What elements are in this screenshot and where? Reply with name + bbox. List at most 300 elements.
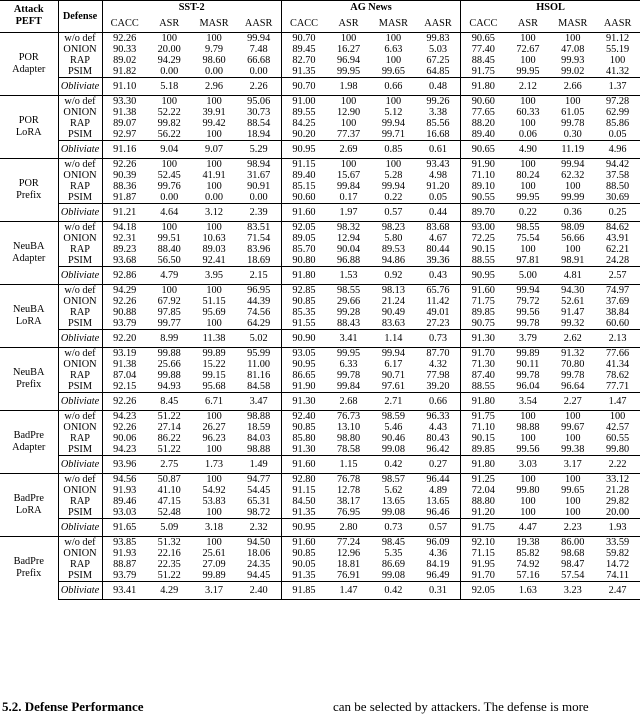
value-cell: 100 <box>520 506 536 518</box>
value-cell: 98.32 <box>326 221 371 233</box>
value-cell: 65.31 <box>247 495 271 507</box>
value-cell: 83.51 <box>236 221 281 233</box>
metric-header: ASR <box>517 17 538 29</box>
defense-cell: ONION <box>58 170 102 181</box>
value-cell: 99.95 <box>516 65 540 77</box>
value-cell: 4.32 <box>428 358 448 370</box>
value-cell: 39.20 <box>426 380 450 392</box>
attack-peft-line: LoRA <box>15 315 42 327</box>
value-cell: 3.12 <box>192 203 237 221</box>
value-cell: 97.61 <box>381 380 405 392</box>
value-cell: 100 <box>147 95 192 107</box>
value-cell: 0.30 <box>563 128 582 140</box>
value-cell: 100 <box>506 410 551 422</box>
value-cell: 77.37 <box>336 128 361 140</box>
value-cell: 95.06 <box>236 95 281 107</box>
value-cell: 100 <box>147 284 192 296</box>
value-cell: 85.82 <box>516 547 540 559</box>
value-cell: 56.50 <box>157 254 181 266</box>
value-cell: 90.33 <box>102 44 147 55</box>
value-cell: 89.55 <box>281 107 326 118</box>
value-cell: 4.89 <box>428 484 448 496</box>
value-cell: 71.75 <box>461 296 506 307</box>
value-cell: 80.24 <box>516 169 540 181</box>
metric-header: MASR <box>558 17 588 29</box>
value-cell: 99.71 <box>381 128 405 140</box>
metric-header: MASR <box>199 17 229 29</box>
value-cell: 2.15 <box>236 266 281 284</box>
value-cell: 60.60 <box>606 317 630 329</box>
value-cell: 4.29 <box>147 581 192 599</box>
value-cell: 24.28 <box>606 254 630 266</box>
table-row <box>0 44 640 55</box>
value-cell: 91.82 <box>102 66 147 78</box>
defense-cell: ONION <box>58 233 102 244</box>
value-cell: 100 <box>326 158 371 170</box>
value-cell: 100 <box>506 473 551 485</box>
value-cell: 37.69 <box>606 295 630 307</box>
value-cell: 100 <box>206 317 222 329</box>
value-cell: 94.77 <box>236 473 281 485</box>
value-cell: 0.42 <box>371 455 416 473</box>
value-cell: 99.80 <box>516 484 540 496</box>
value-cell: 98.47 <box>561 558 585 570</box>
value-cell: 83.63 <box>381 317 405 329</box>
value-cell: 98.72 <box>247 506 271 518</box>
value-cell: 96.09 <box>416 536 461 548</box>
value-cell: 90.88 <box>102 307 147 318</box>
value-cell: 2.57 <box>595 266 640 284</box>
value-cell: 3.38 <box>428 106 448 118</box>
value-cell: 93.96 <box>102 455 147 473</box>
value-cell: 92.26 <box>102 422 147 433</box>
value-cell: 99.78 <box>561 117 585 129</box>
value-cell: 84.58 <box>247 380 271 392</box>
value-cell: 0.22 <box>506 203 551 221</box>
dataset-header: AG News <box>281 1 460 15</box>
value-cell: 92.85 <box>281 284 326 296</box>
attack-label: Attack <box>13 4 44 16</box>
attack-peft-line: Prefix <box>16 378 42 390</box>
defense-cell: Obliviate <box>58 392 102 410</box>
defense-cell: w/o def <box>58 410 102 422</box>
value-cell: 0.66 <box>416 392 461 410</box>
value-cell: 70.80 <box>561 358 585 370</box>
value-cell: 93.43 <box>416 158 461 170</box>
value-cell: 0.57 <box>371 203 416 221</box>
value-cell: 96.23 <box>202 432 226 444</box>
table-row <box>0 559 640 570</box>
value-cell: 99.95 <box>516 191 540 203</box>
value-cell: 84.03 <box>247 432 271 444</box>
value-cell: 91.20 <box>426 180 450 192</box>
value-cell: 77.24 <box>326 536 371 548</box>
attack-peft-line: Adapter <box>12 63 46 75</box>
defense-cell: RAP <box>58 244 102 255</box>
value-cell: 29.82 <box>606 495 630 507</box>
value-cell: 83.96 <box>247 243 271 255</box>
value-cell: 77.71 <box>606 380 630 392</box>
value-cell: 91.55 <box>281 318 326 330</box>
defense-cell: Obliviate <box>58 455 102 473</box>
value-cell: 3.17 <box>192 581 237 599</box>
value-cell: 0.61 <box>416 140 461 158</box>
value-cell: 41.32 <box>606 65 630 77</box>
value-cell: 55.19 <box>606 43 630 55</box>
value-cell: 30.73 <box>247 106 271 118</box>
value-cell: 41.10 <box>157 484 181 496</box>
value-cell: 91.30 <box>461 329 506 347</box>
value-cell: 74.56 <box>247 306 271 318</box>
value-cell: 49.01 <box>426 306 450 318</box>
value-cell: 98.57 <box>371 473 416 485</box>
value-cell: 30.69 <box>606 191 630 203</box>
value-cell: 2.62 <box>550 329 595 347</box>
value-cell: 100 <box>506 158 551 170</box>
value-cell: 24.35 <box>247 558 271 570</box>
value-cell: 2.39 <box>236 203 281 221</box>
value-cell: 91.95 <box>461 559 506 570</box>
value-cell: 87.40 <box>461 370 506 381</box>
table-row <box>0 318 640 330</box>
value-cell: 98.88 <box>516 421 540 433</box>
table-row <box>0 422 640 433</box>
value-cell: 5.28 <box>384 169 403 181</box>
value-cell: 90.65 <box>461 32 506 44</box>
value-cell: 99.95 <box>336 65 361 77</box>
value-cell: 100 <box>550 473 595 485</box>
attack-peft-line: POR <box>18 51 39 63</box>
value-cell: 4.64 <box>147 203 192 221</box>
value-cell: 42.57 <box>606 421 630 433</box>
value-cell: 100 <box>520 54 536 66</box>
value-cell: 12.90 <box>336 106 361 118</box>
value-cell: 9.79 <box>205 43 224 55</box>
value-cell: 90.49 <box>381 306 405 318</box>
value-cell: 89.70 <box>461 203 506 221</box>
value-cell: 91.32 <box>550 347 595 359</box>
value-cell: 39.36 <box>426 254 450 266</box>
value-cell: 99.78 <box>516 369 540 381</box>
defense-cell: w/o def <box>58 473 102 485</box>
value-cell: 99.78 <box>336 369 361 381</box>
value-cell: 100 <box>192 473 237 485</box>
value-cell: 50.87 <box>147 473 192 485</box>
table-row <box>0 410 640 422</box>
attack-peft-line: BadPre <box>13 555 44 567</box>
value-cell: 6.17 <box>384 358 403 370</box>
value-cell: 99.94 <box>381 180 405 192</box>
defense-cell: PSIM <box>58 192 102 204</box>
value-cell: 89.23 <box>102 244 147 255</box>
attack-peft-label <box>0 410 58 473</box>
value-cell: 99.93 <box>561 54 585 66</box>
value-cell: 90.60 <box>281 192 326 204</box>
table-row <box>0 485 640 496</box>
obliviate-row <box>0 329 640 347</box>
value-cell: 7.48 <box>249 43 268 55</box>
value-cell: 93.79 <box>102 318 147 330</box>
value-cell: 89.85 <box>461 444 506 456</box>
value-cell: 76.78 <box>326 473 371 485</box>
defense-header: Defense <box>58 1 102 33</box>
value-cell: 100 <box>192 410 237 422</box>
attack-peft-label <box>0 32 58 95</box>
value-cell: 91.75 <box>461 518 506 536</box>
value-cell: 0.05 <box>428 191 448 203</box>
table-row <box>0 381 640 393</box>
value-cell: 91.85 <box>281 581 326 599</box>
value-cell: 88.55 <box>461 381 506 393</box>
value-cell: 0.00 <box>249 65 268 77</box>
value-cell: 90.11 <box>516 358 540 370</box>
value-cell: 92.05 <box>281 221 326 233</box>
defense-cell: PSIM <box>58 381 102 393</box>
value-cell: 93.85 <box>102 536 147 548</box>
value-cell: 99.88 <box>157 369 181 381</box>
page-footer-text <box>0 701 640 713</box>
table-row <box>0 359 640 370</box>
value-cell: 22.16 <box>157 547 181 559</box>
attack-peft-line: Adapter <box>12 441 46 453</box>
value-cell: 22.35 <box>157 558 181 570</box>
table-row <box>0 55 640 66</box>
value-cell: 94.42 <box>595 158 640 170</box>
value-cell: 80.43 <box>426 432 450 444</box>
defense-cell: PSIM <box>58 129 102 141</box>
value-cell: 90.71 <box>381 369 405 381</box>
value-cell: 92.86 <box>102 266 147 284</box>
defense-cell: Obliviate <box>58 329 102 347</box>
value-cell: 6.71 <box>192 392 237 410</box>
value-cell: 98.09 <box>550 221 595 233</box>
value-cell: 91.35 <box>281 570 326 582</box>
value-cell: 4.81 <box>550 266 595 284</box>
value-cell: 19.38 <box>506 536 551 548</box>
defense-cell: w/o def <box>58 536 102 548</box>
defense-cell: w/o def <box>58 284 102 296</box>
value-cell: 94.50 <box>236 536 281 548</box>
value-cell: 18.81 <box>336 558 361 570</box>
value-cell: 95.69 <box>202 306 226 318</box>
table-row <box>0 158 640 170</box>
value-cell: 33.59 <box>595 536 640 548</box>
defense-cell: ONION <box>58 296 102 307</box>
value-cell: 8.99 <box>147 329 192 347</box>
value-cell: 99.95 <box>326 347 371 359</box>
value-cell: 2.12 <box>506 77 551 95</box>
value-cell: 0.00 <box>160 191 179 203</box>
value-cell: 80.44 <box>426 243 450 255</box>
defense-cell: RAP <box>58 307 102 318</box>
value-cell: 99.67 <box>561 421 585 433</box>
value-cell: 90.55 <box>461 192 506 204</box>
value-cell: 0.00 <box>205 65 224 77</box>
value-cell: 10.63 <box>202 232 226 244</box>
value-cell: 71.10 <box>461 422 506 433</box>
value-cell: 100 <box>385 32 402 44</box>
value-cell: 90.70 <box>281 77 326 95</box>
value-cell: 99.08 <box>381 443 405 455</box>
value-cell: 91.30 <box>281 392 326 410</box>
value-cell: 27.09 <box>202 558 226 570</box>
value-cell: 88.43 <box>336 317 361 329</box>
value-cell: 99.82 <box>157 117 181 129</box>
value-cell: 88.36 <box>102 181 147 192</box>
value-cell: 76.95 <box>336 506 361 518</box>
value-cell: 90.15 <box>461 244 506 255</box>
defense-cell: w/o def <box>58 32 102 44</box>
value-cell: 99.89 <box>192 347 237 359</box>
value-cell: 2.13 <box>595 329 640 347</box>
value-cell: 4.47 <box>506 518 551 536</box>
value-cell: 5.12 <box>384 106 403 118</box>
value-cell: 2.66 <box>550 77 595 95</box>
value-cell: 59.82 <box>606 547 630 559</box>
value-cell: 89.40 <box>281 170 326 181</box>
value-cell: 89.02 <box>102 55 147 66</box>
value-cell: 91.38 <box>102 359 147 370</box>
value-cell: 4.98 <box>428 169 448 181</box>
value-cell: 100 <box>371 158 416 170</box>
value-cell: 85.15 <box>281 181 326 192</box>
value-cell: 100 <box>565 432 581 444</box>
value-cell: 99.88 <box>147 347 192 359</box>
value-cell: 52.48 <box>157 506 181 518</box>
value-cell: 94.18 <box>102 221 147 233</box>
value-cell: 91.60 <box>281 203 326 221</box>
value-cell: 0.73 <box>371 518 416 536</box>
value-cell: 6.33 <box>339 358 358 370</box>
value-cell: 51.22 <box>147 410 192 422</box>
value-cell: 99.83 <box>426 32 450 44</box>
value-cell: 72.04 <box>461 485 506 496</box>
attack-peft-line: Adapter <box>12 252 46 264</box>
value-cell: 72.67 <box>516 43 540 55</box>
value-cell: 90.20 <box>281 129 326 141</box>
value-cell: 66.68 <box>247 54 271 66</box>
value-cell: 100 <box>206 128 222 140</box>
value-cell: 85.70 <box>281 244 326 255</box>
value-cell: 94.30 <box>550 284 595 296</box>
value-cell: 0.00 <box>249 191 268 203</box>
value-cell: 88.20 <box>461 118 506 129</box>
header-row-datasets <box>0 1 640 15</box>
value-cell: 0.27 <box>416 455 461 473</box>
value-cell: 99.02 <box>561 65 585 77</box>
table-row <box>0 181 640 192</box>
value-cell: 41.34 <box>606 358 630 370</box>
value-cell: 99.08 <box>381 569 405 581</box>
value-cell: 3.18 <box>192 518 237 536</box>
value-cell: 2.27 <box>550 392 595 410</box>
value-cell: 11.38 <box>192 329 237 347</box>
value-cell: 98.88 <box>236 410 281 422</box>
value-cell: 0.92 <box>371 266 416 284</box>
value-cell: 72.25 <box>461 233 506 244</box>
value-cell: 100 <box>565 32 581 44</box>
value-cell: 98.68 <box>561 547 585 559</box>
value-cell: 86.00 <box>550 536 595 548</box>
value-cell: 99.94 <box>247 32 271 44</box>
value-cell: 91.16 <box>102 140 147 158</box>
value-cell: 91.20 <box>461 507 506 519</box>
attack-peft-line: NeuBA <box>13 303 45 315</box>
value-cell: 0.05 <box>608 128 627 140</box>
value-cell: 1.49 <box>236 455 281 473</box>
value-cell: 93.00 <box>461 221 506 233</box>
value-cell: 99.94 <box>371 347 416 359</box>
table-row <box>0 536 640 548</box>
obliviate-row <box>0 455 640 473</box>
value-cell: 94.29 <box>102 284 147 296</box>
value-cell: 96.33 <box>416 410 461 422</box>
value-cell: 52.45 <box>157 169 181 181</box>
table-row <box>0 170 640 181</box>
value-cell: 15.22 <box>202 358 226 370</box>
value-cell: 91.21 <box>102 203 147 221</box>
value-cell: 89.05 <box>281 233 326 244</box>
value-cell: 90.65 <box>461 140 506 158</box>
value-cell: 96.64 <box>561 380 585 392</box>
value-cell: 2.75 <box>147 455 192 473</box>
value-cell: 5.02 <box>236 329 281 347</box>
value-cell: 90.60 <box>461 95 506 107</box>
value-cell: 99.94 <box>506 284 551 296</box>
table-row <box>0 107 640 118</box>
value-cell: 5.03 <box>428 43 448 55</box>
value-cell: 37.58 <box>606 169 630 181</box>
value-cell: 91.80 <box>461 392 506 410</box>
table-row <box>0 255 640 267</box>
value-cell: 91.38 <box>102 107 147 118</box>
value-cell: 62.21 <box>606 243 630 255</box>
value-cell: 9.04 <box>147 140 192 158</box>
value-cell: 89.10 <box>461 181 506 192</box>
table-row <box>0 32 640 44</box>
value-cell: 43.91 <box>606 232 630 244</box>
value-cell: 98.80 <box>336 432 361 444</box>
value-cell: 4.96 <box>595 140 640 158</box>
value-cell: 90.05 <box>281 559 326 570</box>
value-cell: 100 <box>192 158 237 170</box>
value-cell: 88.87 <box>102 559 147 570</box>
obliviate-row <box>0 77 640 95</box>
value-cell: 94.86 <box>381 254 405 266</box>
defense-cell: RAP <box>58 55 102 66</box>
dataset-header: HSOL <box>461 1 640 15</box>
value-cell: 100 <box>550 95 595 107</box>
value-cell: 99.78 <box>516 317 540 329</box>
value-cell: 85.86 <box>606 117 630 129</box>
value-cell: 16.68 <box>426 128 450 140</box>
value-cell: 5.29 <box>236 140 281 158</box>
obliviate-row <box>0 140 640 158</box>
table-row <box>0 244 640 255</box>
value-cell: 99.56 <box>516 306 540 318</box>
table-row <box>0 233 640 244</box>
attack-peft-line: NeuBA <box>13 366 45 378</box>
value-cell: 92.10 <box>461 536 506 548</box>
value-cell: 91.15 <box>281 485 326 496</box>
value-cell: 93.19 <box>102 347 147 359</box>
value-cell: 54.45 <box>247 484 271 496</box>
value-cell: 74.97 <box>595 284 640 296</box>
obliviate-row <box>0 203 640 221</box>
value-cell: 96.88 <box>336 254 361 266</box>
defense-cell: PSIM <box>58 66 102 78</box>
value-cell: 91.15 <box>281 158 326 170</box>
